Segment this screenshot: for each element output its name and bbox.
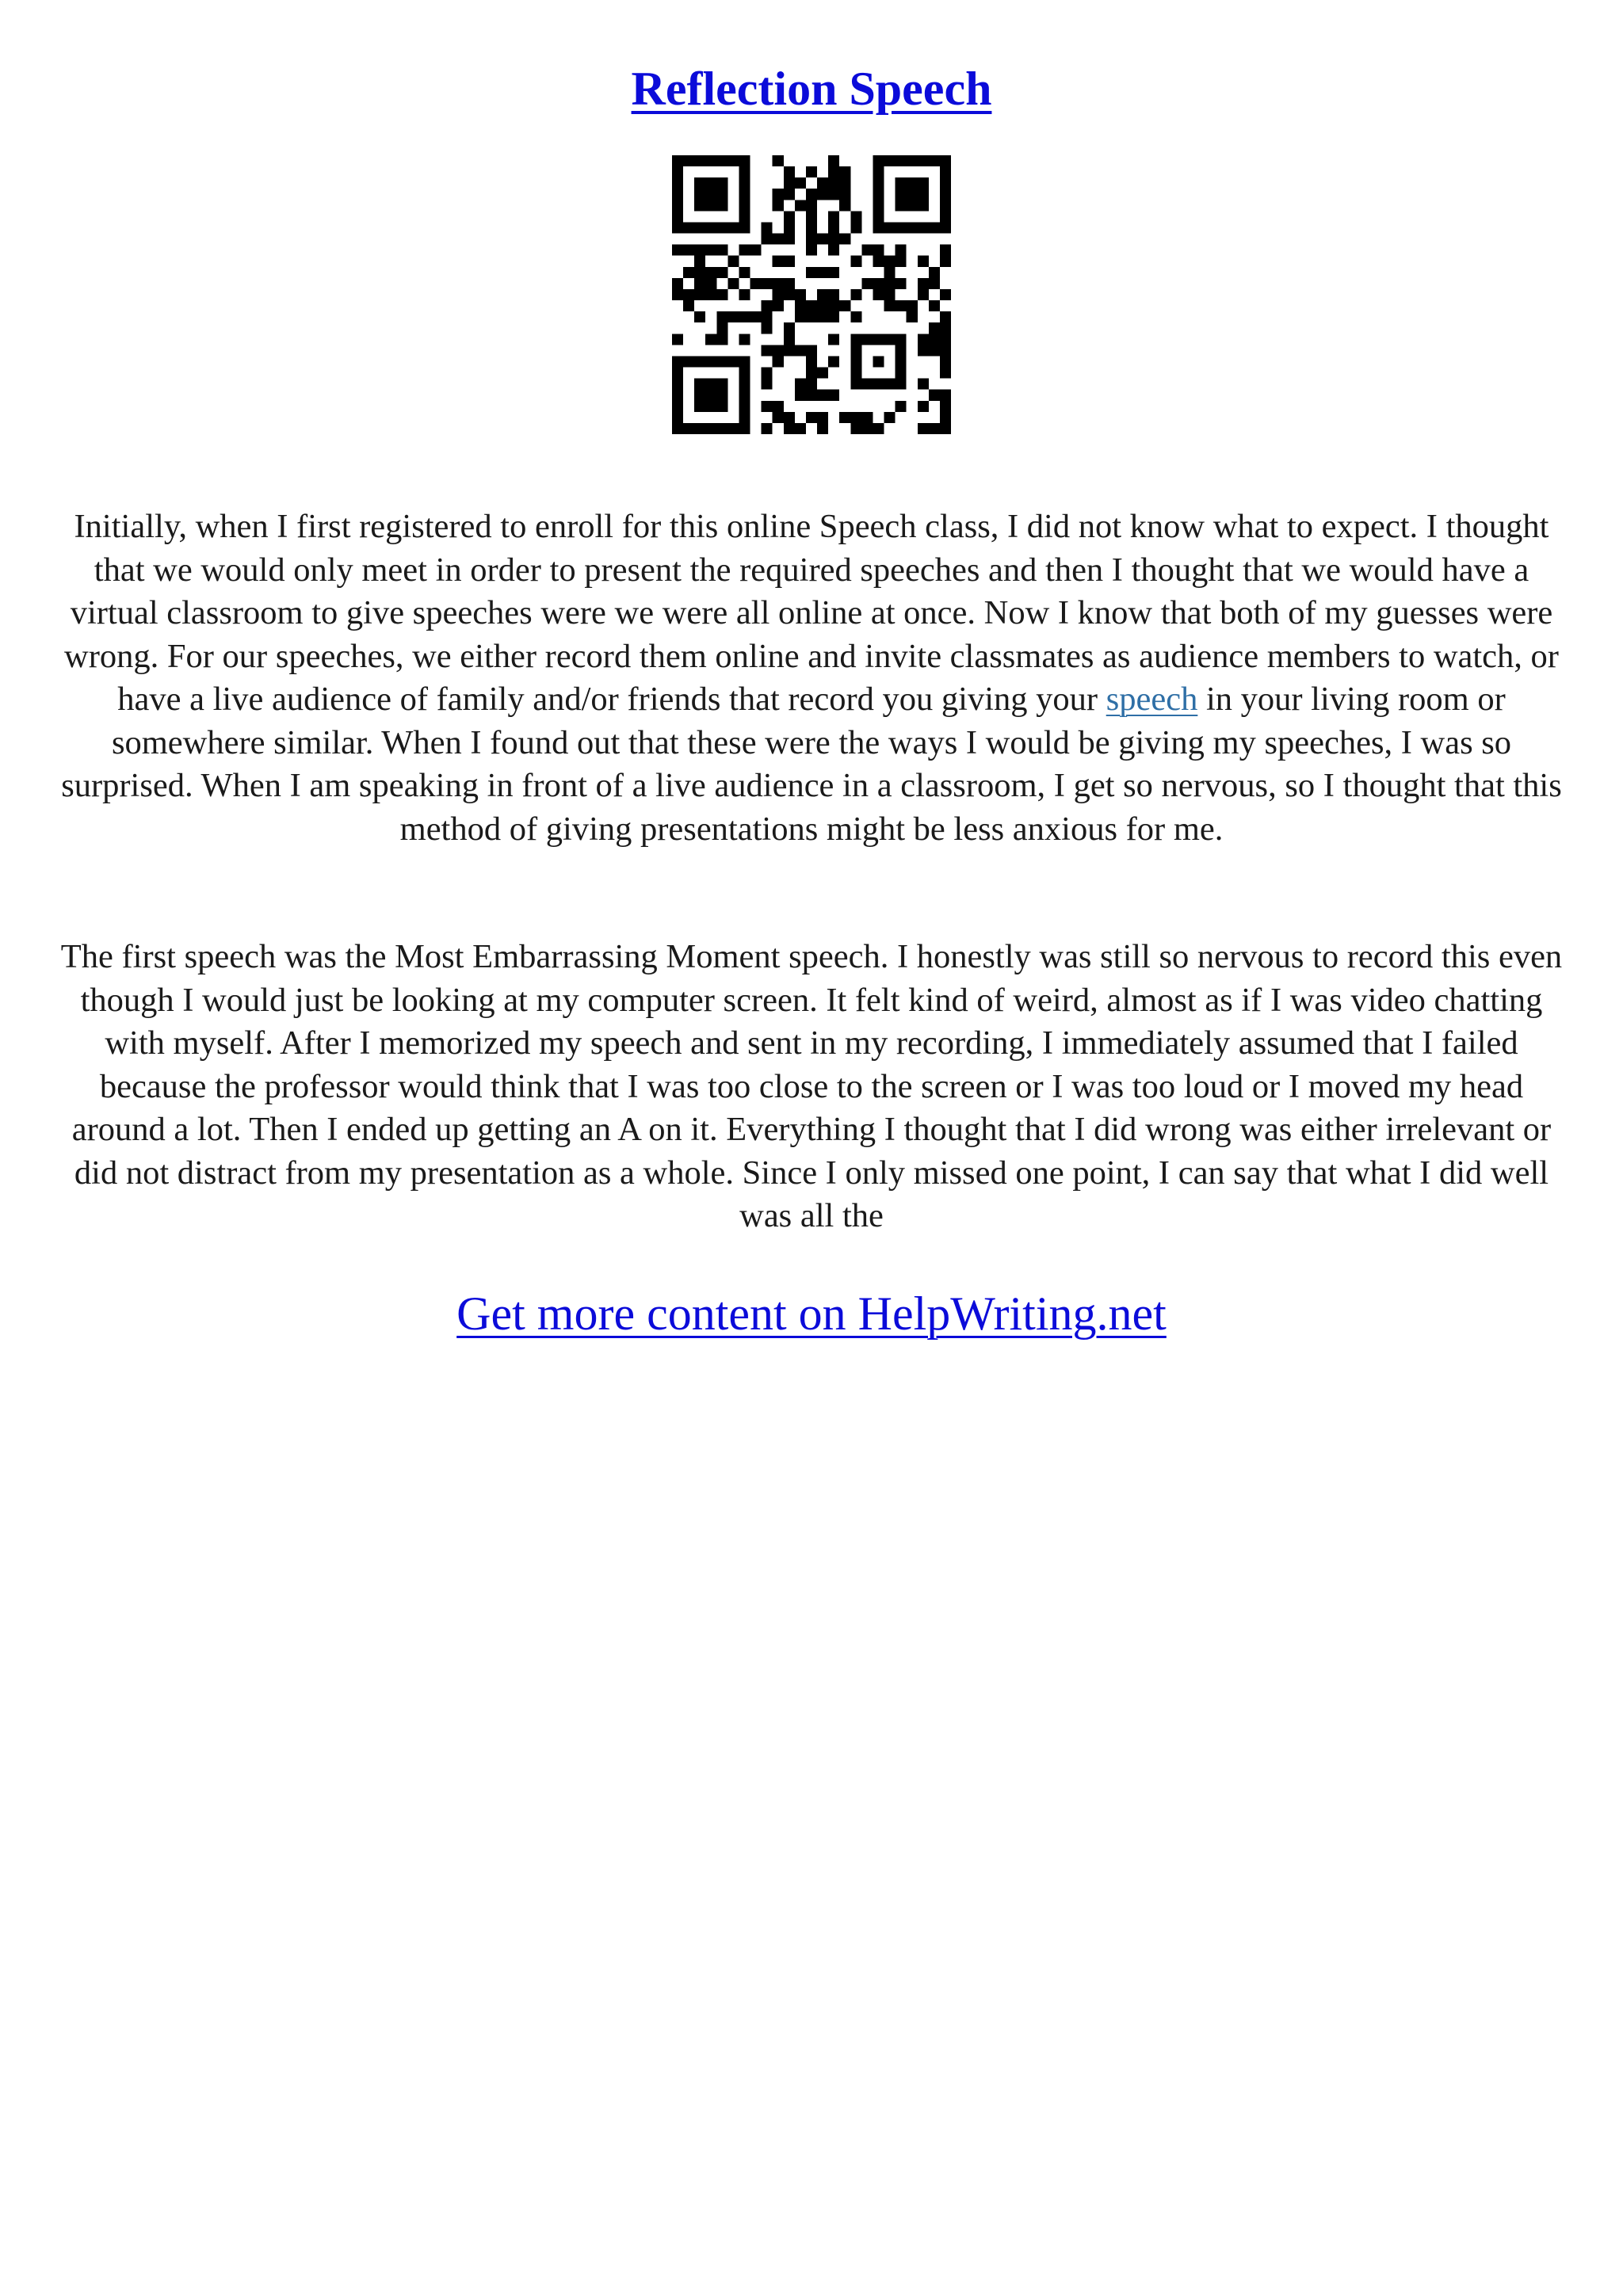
page-title — [0, 54, 1623, 124]
qr-code-icon — [672, 155, 951, 434]
more-content-link[interactable]: Get more content on HelpWriting.net — [456, 1287, 1167, 1340]
paragraph-intro-text-after: in your living room or somewhere similar. When I found out that these were the ways I would be giving my speeches, I was so surprised. When I am speaking in front of a live audience in a classroom, I get so nervous, so I thought that this method of giving presentations might be less anxious for me. — [61, 681, 1562, 848]
paragraph-intro — [60, 505, 1563, 851]
title-link[interactable]: Reflection Speech — [631, 63, 992, 115]
paragraph-first-speech: The first speech was the Most Embarrassing Moment speech. I honestly was still so nervous to record this even though I would just be looking at my computer screen. It felt kind of weird, almost as if I was video chatting with myself. After I memorized my speech and sent in my recording, I immediately assumed that I failed because the professor would think that I was too close to the screen or I was too loud or I moved my head around a lot. Then I ended up getting an A on it. Everything I thought that I did wrong was either irrelevant or did not distract from my presentation as a whole. Since I only missed one point, I can say that what I did well was all the — [60, 938, 1563, 1234]
speech-link[interactable]: speech — [1106, 681, 1198, 718]
paragraph-intro-text-before: Initially, when I first registered to enroll for this online Speech class, I did not know what to expect. I thought that we would only meet in order to present the required speeches and then I thought that we would have a virtual classroom to give speeches were we were all online at once. Now I know that both of my guesses were wrong. For our speeches, we either record them online and invite classmates as audience members to watch, or have a live audience of family and/or friends that record you giving your — [64, 508, 1559, 718]
footer — [0, 1282, 1623, 1345]
